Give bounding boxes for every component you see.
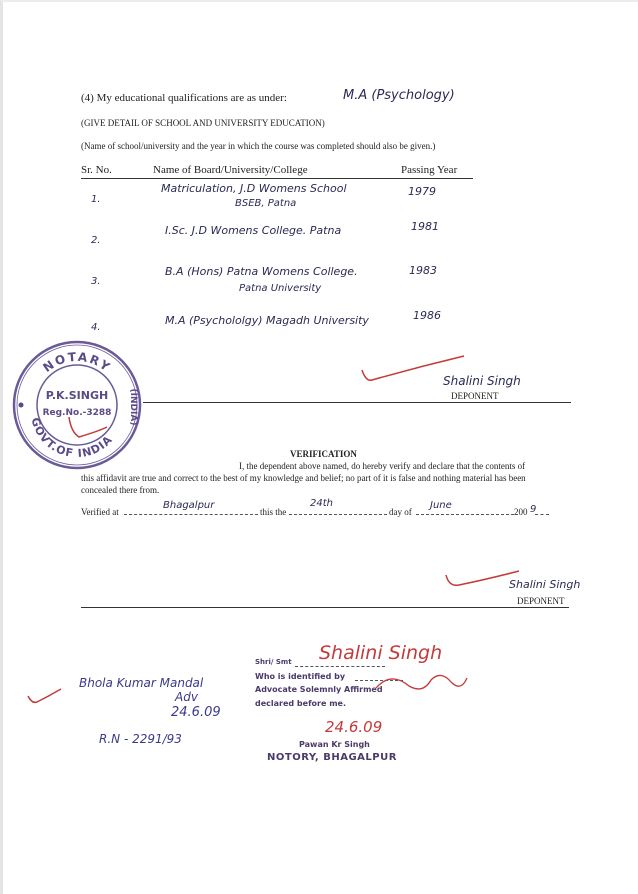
verification-title: VERIFICATION <box>290 449 357 459</box>
stamp-side-text: (INDIA) <box>128 388 138 426</box>
give-detail-note: (GIVE DETAIL OF SCHOOL AND UNIVERSITY EDUCATION) <box>81 118 325 128</box>
notary-line-1-value: Shalini Singh <box>319 642 443 664</box>
row-3-sr: 3. <box>91 276 101 287</box>
year-line <box>535 514 549 515</box>
advocate-date: 24.6.09 <box>171 705 221 720</box>
month-line <box>416 514 514 515</box>
advocate-rn: R.N - 2291/93 <box>99 732 182 746</box>
day-line <box>289 514 387 515</box>
place-line <box>124 514 258 515</box>
year-prefix: 200 <box>514 507 528 517</box>
row-4-name: M.A (Psychololgy) Magadh University <box>165 314 369 327</box>
row-3-name: B.A (Hons) Patna Womens College. <box>165 265 358 278</box>
day-of-label: day of <box>389 507 412 517</box>
row-3-year: 1983 <box>409 264 437 277</box>
notary-line-3: Advocate Solemnly Affirmed <box>255 685 383 694</box>
notary-line-1-label: Shri/ Smt <box>255 658 292 666</box>
header-board: Name of Board/University/College <box>153 164 308 176</box>
row-1-year: 1979 <box>408 185 436 198</box>
notary-scribble <box>371 666 471 696</box>
verification-text-2: this affidavit are true and correct to the best of my knowledge and belief; no part of it is false and nothing material has been <box>81 473 526 483</box>
qualifications-heading: (4) My educational qualifications are as under: <box>81 92 287 104</box>
stamp-reg: Reg.No.-3288 <box>42 408 112 418</box>
notary-line-4: declared before me. <box>255 699 347 708</box>
verified-place: Bhagalpur <box>163 500 215 511</box>
advocate-name: Bhola Kumar Mandal <box>79 676 204 690</box>
deponent-2-signature: Shalini Singh <box>509 578 581 591</box>
verified-month: June <box>430 500 452 511</box>
verification-text-3: concealed there from. <box>81 485 160 495</box>
this-the-label: this the <box>260 507 287 517</box>
year-suffix: 9 <box>530 504 537 515</box>
row-1-name-2: BSEB, Patna <box>235 198 297 209</box>
instruction-note: (Name of school/university and the year in which the course was completed should also be given.) <box>81 141 436 151</box>
row-2-sr: 2. <box>91 235 101 246</box>
deponent-label: DEPONENT <box>451 391 499 401</box>
advocate-title: Adv <box>175 690 198 704</box>
deponent-2-label: DEPONENT <box>517 596 565 606</box>
header-year: Passing Year <box>401 164 458 176</box>
notary-office: NOTORY, BHAGALPUR <box>267 752 397 763</box>
red-tick-mark-3 <box>25 686 65 708</box>
notary-line-2: Who is identified by <box>255 672 346 681</box>
verified-at-label: Verified at <box>81 507 119 517</box>
stamp-name: P.K.SINGH <box>45 389 109 402</box>
row-1-name: Matriculation, J.D Womens School <box>161 182 347 195</box>
stamp-bottom-text: GOVT.OF INDIA <box>28 416 116 461</box>
row-4-sr: 4. <box>91 322 101 333</box>
qualification-handwritten: M.A (Psychology) <box>343 88 455 103</box>
deponent-2-rule <box>81 607 569 608</box>
row-1-sr: 1. <box>91 194 101 205</box>
stamp-top-text: NOTARY <box>40 349 114 376</box>
row-2-year: 1981 <box>411 220 439 233</box>
header-rule <box>81 178 473 179</box>
header-sr-no: Sr. No. <box>81 164 112 176</box>
svg-text:NOTARY <box>40 350 113 375</box>
deponent-signature: Shalini Singh <box>443 374 521 388</box>
notary-signature-date: 24.6.09 <box>325 718 383 736</box>
verified-day: 24th <box>310 498 333 509</box>
verification-text-1: I, the dependent above named, do hereby verify and declare that the contents of <box>239 461 526 471</box>
row-2-name: I.Sc. J.D Womens College. Patna <box>165 224 342 237</box>
notary-name: Pawan Kr Singh <box>299 740 370 749</box>
row-3-name-2: Patna University <box>239 283 322 294</box>
row-4-year: 1986 <box>413 309 441 322</box>
notary-stamp <box>9 337 145 473</box>
deponent-rule <box>143 402 571 403</box>
